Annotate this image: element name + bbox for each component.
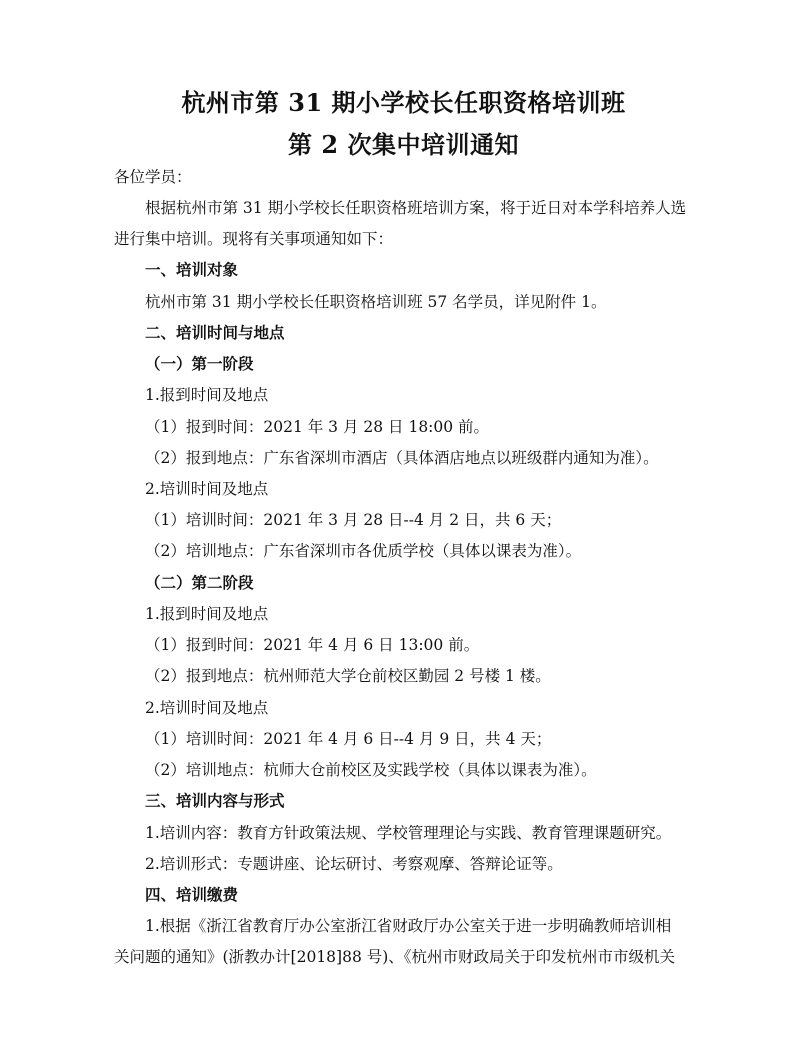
section-4-text-line-1: 1.根据《浙江省教育厅办公室浙江省财政厅办公室关于进一步明确教师培训相 [145, 917, 672, 935]
intro-paragraph-line-2: 进行集中培训。现将有关事项通知如下： [114, 230, 394, 248]
stage-1-checkin-time: （1）报到时间：2021 年 3 月 28 日 18:00 前。 [145, 418, 490, 436]
section-4-heading: 四、培训缴费 [145, 885, 239, 904]
section-3-heading: 三、培训内容与形式 [145, 791, 285, 810]
section-2-heading: 二、培训时间与地点 [145, 323, 285, 342]
section-4-text-line-2: 关问题的通知》(浙教办计[2018]88 号)、《杭州市财政局关于印发杭州市市级机关 [114, 948, 676, 966]
stage-1-item-1-heading: 1.报到时间及地点 [145, 386, 269, 404]
stage-2-item-2-heading: 2.培训时间及地点 [145, 699, 269, 717]
stage-1-item-2-heading: 2.培训时间及地点 [145, 480, 269, 498]
document-title-line-1: 杭州市第 31 期小学校长任职资格培训班 [181, 88, 626, 117]
section-1-heading: 一、培训对象 [145, 260, 239, 279]
stage-1-training-time: （1）培训时间：2021 年 3 月 28 日--4 月 2 日，共 6 天； [145, 511, 562, 529]
stage-2-heading: （二）第二阶段 [145, 573, 254, 592]
stage-1-heading: （一）第一阶段 [145, 354, 254, 373]
stage-1-checkin-place: （2）报到地点：广东省深圳市酒店（具体酒店地点以班级群内通知为准）。 [145, 449, 659, 467]
stage-2-training-time: （1）培训时间：2021 年 4 月 6 日--4 月 9 日，共 4 天； [145, 730, 552, 748]
stage-2-checkin-time: （1）报到时间：2021 年 4 月 6 日 13:00 前。 [145, 636, 480, 654]
intro-paragraph-line-1: 根据杭州市第 31 期小学校长任职资格班培训方案，将于近日对本学科培养人选 [145, 199, 687, 217]
section-3-form: 2.培训形式：专题讲座、论坛研讨、考察观摩、答辩论证等。 [145, 855, 563, 873]
section-1-text: 杭州市第 31 期小学校长任职资格培训班 57 名学员，详见附件 1。 [145, 293, 607, 311]
greeting: 各位学员： [114, 168, 192, 186]
document-title-line-2: 第 2 次集中培训通知 [288, 130, 519, 159]
stage-2-item-1-heading: 1.报到时间及地点 [145, 605, 269, 623]
stage-1-training-place: （2）培训地点：广东省深圳市各优质学校（具体以课表为准）。 [145, 542, 582, 560]
stage-2-training-place: （2）培训地点：杭师大仓前校区及实践学校（具体以课表为准）。 [145, 761, 597, 779]
stage-2-checkin-place: （2）报到地点：杭州师范大学仓前校区勤园 2 号楼 1 楼。 [145, 667, 551, 685]
section-3-content: 1.培训内容：教育方针政策法规、学校管理理论与实践、教育管理课题研究。 [145, 824, 672, 842]
